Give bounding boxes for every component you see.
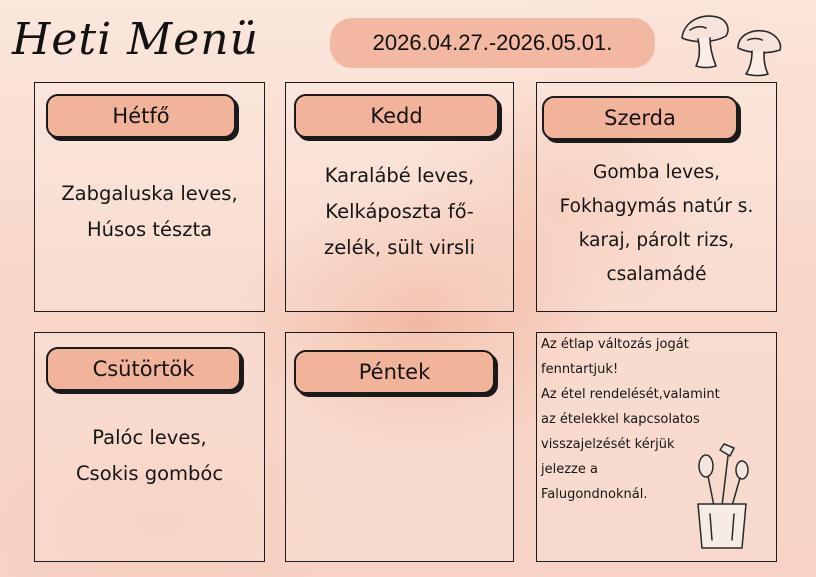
- notice-text: Az étlap változás jogát fenntartjuk! Az étel rendelését,valamint az ételekkel kapcsolatos visszajelzését kérjük jelezze a Falugondnoknál.: [541, 337, 720, 502]
- day-label-tuesday: Kedd: [294, 94, 499, 138]
- date-range-badge: 2026.04.27.-2026.05.01.: [330, 18, 655, 68]
- mushroom-icon: [676, 8, 792, 80]
- day-label-monday: Hétfő: [46, 94, 236, 138]
- menu-title: Heti Menü: [12, 14, 259, 65]
- dishes-thursday: Palóc leves, Csokis gombóc: [75, 426, 224, 485]
- dishes-monday: Zabgaluska leves, Húsos tészta: [61, 182, 238, 241]
- kitchen-utensils-icon: [690, 440, 754, 552]
- day-label-wednesday: Szerda: [542, 96, 738, 140]
- day-label-thursday: Csütörtök: [46, 347, 241, 391]
- dishes-wednesday: Gomba leves, Fokhagymás natúr s. karaj, párolt rizs, csalamádé: [559, 162, 754, 285]
- dishes-tuesday: Karalábé leves, Kelkáposzta fő- zelék, sült virsli: [323, 164, 476, 259]
- day-label-friday: Péntek: [294, 350, 495, 394]
